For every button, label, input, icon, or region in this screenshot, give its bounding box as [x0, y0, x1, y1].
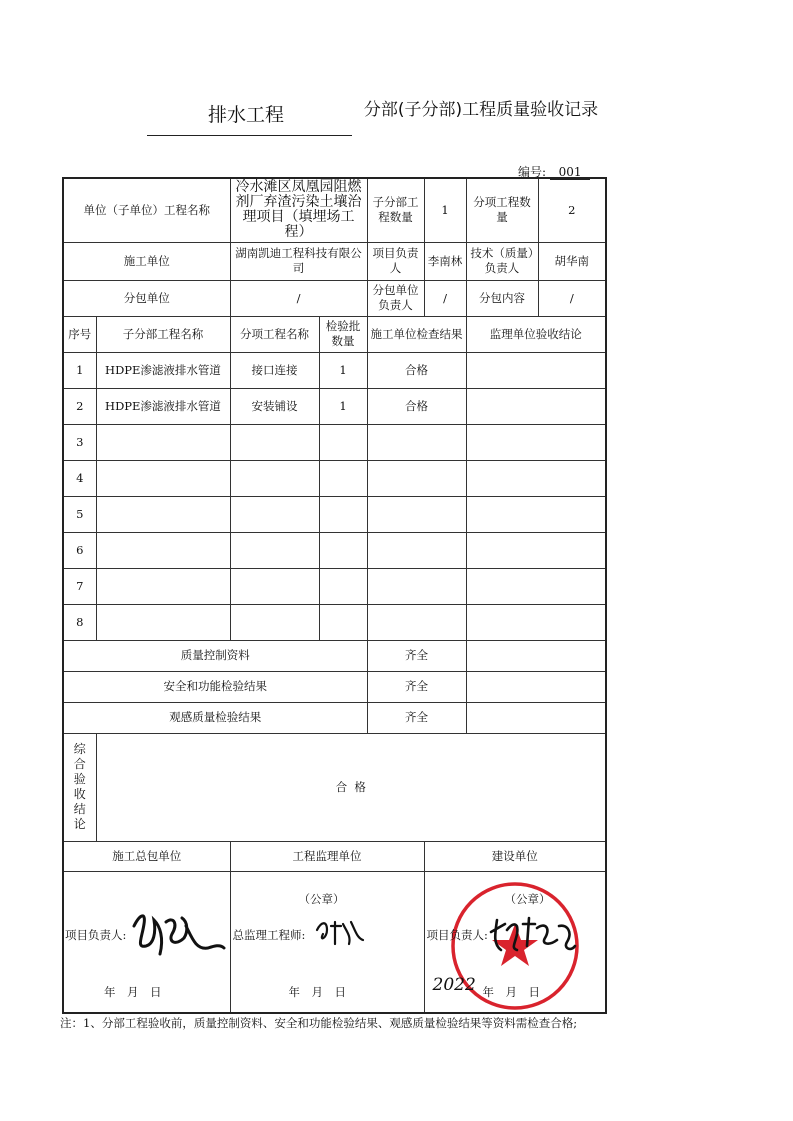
- item-rows: [63, 352, 606, 640]
- table-row: [63, 460, 606, 496]
- table-row: [63, 496, 606, 532]
- sub-pm-value: /: [424, 280, 466, 316]
- contractor-value: 湖南凯迪工程科技有限公司: [230, 242, 367, 280]
- pm-value: 李南林: [424, 242, 466, 280]
- row-count: [319, 532, 367, 568]
- row-item: 安装铺设: [230, 388, 319, 424]
- row-conclusion: [466, 496, 606, 532]
- row-count: [319, 424, 367, 460]
- table-row: [63, 604, 606, 640]
- row-result: [367, 496, 466, 532]
- contractor-sign-cell: [63, 871, 230, 1013]
- table-row: [63, 568, 606, 604]
- owner-person-label: 项目负责人:: [426, 927, 488, 942]
- supervisor-signature: [313, 916, 365, 948]
- doc-number-label: 编号:: [518, 165, 547, 179]
- row-conclusion: [466, 388, 606, 424]
- summary-char: 综: [73, 742, 86, 756]
- header-count: 检验批数量: [319, 316, 367, 352]
- doc-number-value: 001: [550, 165, 590, 180]
- row-conclusion: [466, 604, 606, 640]
- summary-char: 合: [73, 757, 86, 771]
- owner-sign-cell: [424, 871, 606, 1013]
- contractor-person-label: 项目负责人:: [65, 927, 127, 942]
- row-count: [319, 604, 367, 640]
- summary-char: 验: [73, 772, 86, 786]
- owner-header: 建设单位: [424, 841, 606, 871]
- footnote: 注：1、分部工程验收前，质量控制资料、安全和功能检验结果、观感质量检验结果等资料需检查合格;: [60, 1016, 578, 1030]
- tech-label: 技术（质量）负责人: [466, 242, 538, 280]
- row-result: [367, 568, 466, 604]
- row-sub: [96, 460, 230, 496]
- handwritten-year: 2022: [432, 974, 476, 995]
- seal-note: （公章）: [298, 891, 345, 906]
- row-item: [230, 496, 319, 532]
- row-sub: HDPE渗滤液排水管道: [96, 388, 230, 424]
- owner-signature: [487, 910, 577, 956]
- header-result: 施工单位检查结果: [367, 316, 466, 352]
- check-safety-value: 齐全: [367, 671, 466, 702]
- document-title: 分部(子分部)工程质量验收记录: [363, 100, 599, 120]
- check-safety-label: 安全和功能检验结果: [63, 671, 367, 702]
- summary-char: 收: [73, 787, 86, 801]
- row-no: 1: [63, 352, 96, 388]
- row-sub: HDPE渗滤液排水管道: [96, 352, 230, 388]
- supervisor-header: 工程监理单位: [230, 841, 424, 871]
- row-conclusion: [466, 352, 606, 388]
- row-no: 8: [63, 604, 96, 640]
- subdiv-count-label: 子分部工程数量: [367, 178, 424, 242]
- acceptance-form: [62, 177, 607, 1014]
- row-no: 3: [63, 424, 96, 460]
- summary-char: 论: [73, 817, 86, 831]
- table-row: [63, 388, 606, 424]
- table-row: [63, 352, 606, 388]
- sub-content-label: 分包内容: [466, 280, 538, 316]
- row-sub: [96, 568, 230, 604]
- row-result: [367, 532, 466, 568]
- row-result: [367, 604, 466, 640]
- sub-pm-label: 分包单位负责人: [367, 280, 424, 316]
- contractor-date: 年 月 日: [104, 984, 162, 999]
- check-appearance-conclusion: [466, 702, 606, 733]
- row-item: [230, 460, 319, 496]
- row-item: [230, 532, 319, 568]
- check-quality-label: 质量控制资料: [63, 640, 367, 671]
- row-result: [367, 424, 466, 460]
- check-quality-conclusion: [466, 640, 606, 671]
- supervisor-date: 年 月 日: [288, 984, 346, 999]
- row-sub: [96, 496, 230, 532]
- row-conclusion: [466, 532, 606, 568]
- row-item: [230, 604, 319, 640]
- row-item: [230, 424, 319, 460]
- row-count: [319, 496, 367, 532]
- contractor-label: 施工单位: [63, 242, 230, 280]
- owner-seal-note: （公章）: [504, 891, 551, 906]
- row-item: 接口连接: [230, 352, 319, 388]
- unit-label: 单位（子单位）工程名称: [63, 178, 230, 242]
- header-conclusion: 监理单位验收结论: [466, 316, 606, 352]
- row-item: [230, 568, 319, 604]
- header-item: 分项工程名称: [230, 316, 319, 352]
- check-safety-conclusion: [466, 671, 606, 702]
- row-sub: [96, 604, 230, 640]
- check-appearance-value: 齐全: [367, 702, 466, 733]
- row-count: 1: [319, 352, 367, 388]
- row-result: [367, 460, 466, 496]
- item-count-value: 2: [538, 178, 606, 242]
- summary-value: 合 格: [96, 733, 606, 841]
- row-no: 2: [63, 388, 96, 424]
- sub-unit-value: /: [230, 280, 367, 316]
- summary-label: [63, 733, 96, 841]
- row-result: 合格: [367, 352, 466, 388]
- check-appearance-label: 观感质量检验结果: [63, 702, 367, 733]
- table-row: [63, 532, 606, 568]
- section-title: 排水工程: [208, 104, 285, 126]
- item-count-label: 分项工程数量: [466, 178, 538, 242]
- contractor-header: 施工总包单位: [63, 841, 230, 871]
- row-conclusion: [466, 424, 606, 460]
- subdiv-count-value: 1: [424, 178, 466, 242]
- row-no: 7: [63, 568, 96, 604]
- sub-unit-label: 分包单位: [63, 280, 230, 316]
- unit-value: 冷水滩区凤凰园阻燃剂厂弃渣污染土壤治理项目（填埋场工程）: [230, 178, 367, 242]
- row-conclusion: [466, 568, 606, 604]
- row-sub: [96, 424, 230, 460]
- header-no: 序号: [63, 316, 96, 352]
- contractor-signature: [126, 904, 226, 964]
- row-no: 6: [63, 532, 96, 568]
- header-sub: 子分部工程名称: [96, 316, 230, 352]
- sub-content-value: /: [538, 280, 606, 316]
- table-row: [63, 424, 606, 460]
- summary-char: 结: [73, 802, 86, 816]
- row-conclusion: [466, 460, 606, 496]
- title-underline: [147, 135, 352, 136]
- supervisor-sign-cell: [230, 871, 424, 1013]
- row-count: [319, 568, 367, 604]
- row-sub: [96, 532, 230, 568]
- check-quality-value: 齐全: [367, 640, 466, 671]
- supervisor-person-label: 总监理工程师:: [232, 927, 306, 942]
- pm-label: 项目负责人: [367, 242, 424, 280]
- row-no: 5: [63, 496, 96, 532]
- row-count: [319, 460, 367, 496]
- tech-value: 胡华南: [538, 242, 606, 280]
- row-no: 4: [63, 460, 96, 496]
- row-result: 合格: [367, 388, 466, 424]
- owner-date: 年 月 日: [482, 984, 540, 999]
- row-count: 1: [319, 388, 367, 424]
